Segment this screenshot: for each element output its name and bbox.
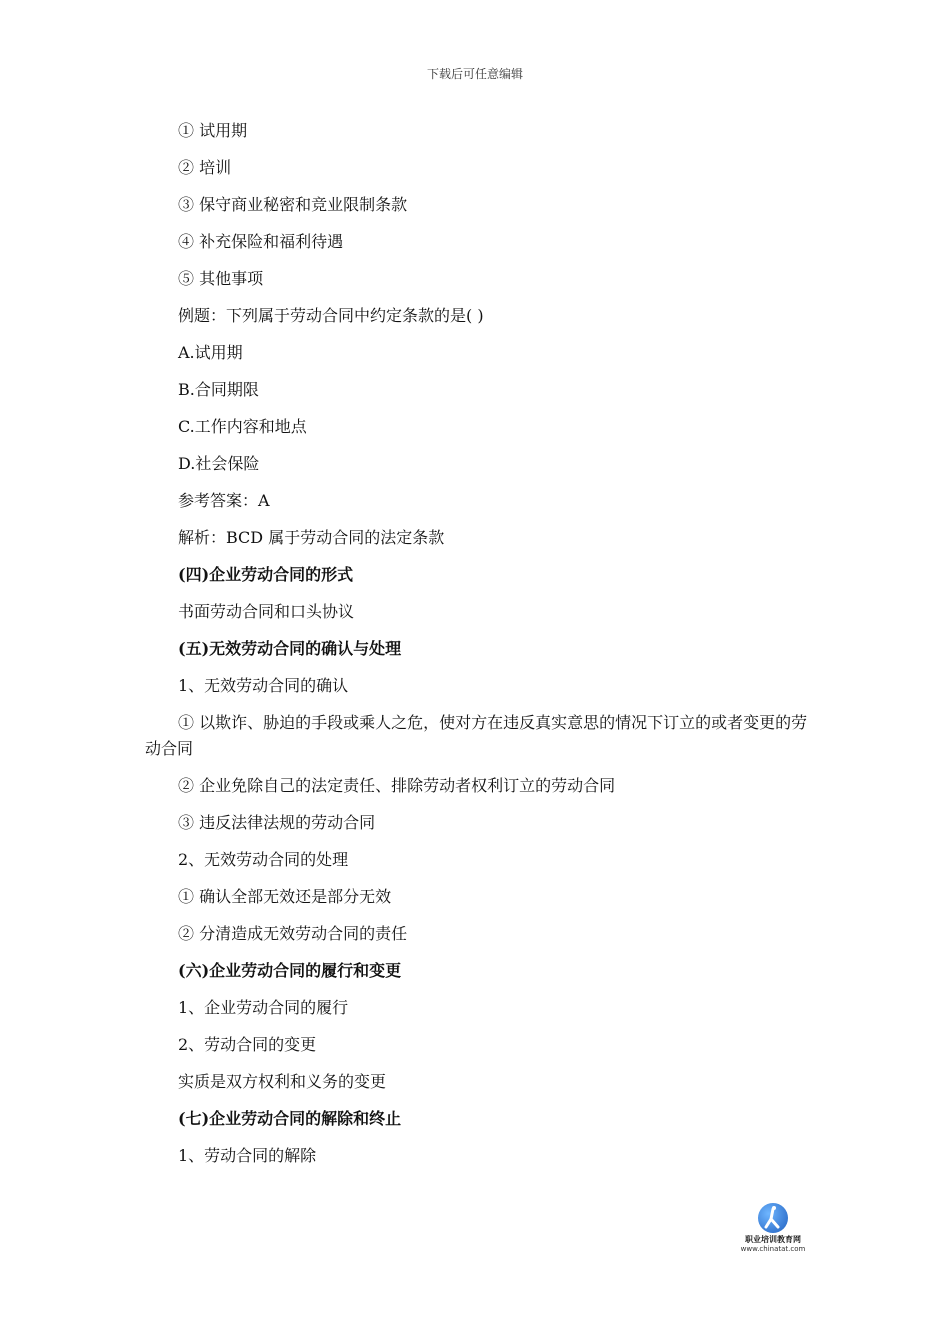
paragraph: ⑤ 其他事项 [178,269,264,288]
paragraph: D.社会保险 [178,454,260,473]
paragraph: 1、企业劳动合同的履行 [178,998,349,1017]
paragraph: 书面劳动合同和口头协议 [178,602,355,621]
site-logo [728,1203,818,1263]
paragraph: ③ 保守商业秘密和竞业限制条款 [178,195,408,214]
paragraph: 1、劳动合同的解除 [178,1146,317,1165]
person-logo-icon [758,1203,788,1233]
section-heading: (四)企业劳动合同的形式 [178,565,354,584]
page-header: 下载后可任意编辑 [426,67,523,81]
paragraph: ② 培训 [178,158,232,177]
paragraph: 1、无效劳动合同的确认 [178,676,349,695]
paragraph: B.合同期限 [178,380,259,399]
paragraph: ① 确认全部无效还是部分无效 [178,887,392,906]
document-body [145,118,810,1180]
paragraph: A.试用期 [178,343,243,362]
paragraph: 参考答案：A [178,491,270,510]
paragraph: C.工作内容和地点 [178,417,307,436]
paragraph: 2、劳动合同的变更 [178,1035,317,1054]
section-heading: (六)企业劳动合同的履行和变更 [178,961,402,980]
paragraph: ② 分清造成无效劳动合同的责任 [178,924,408,943]
paragraph: 实质是双方权利和义务的变更 [178,1072,387,1091]
paragraph: ② 企业免除自己的法定责任、排除劳动者权利订立的劳动合同 [178,776,616,795]
logo-url: www.chinatat.com [740,1245,806,1253]
paragraph: 解析：BCD 属于劳动合同的法定条款 [178,528,445,547]
paragraph: ④ 补充保险和福利待遇 [178,232,344,251]
section-heading: (五)无效劳动合同的确认与处理 [178,639,402,658]
paragraph: ③ 违反法律法规的劳动合同 [178,813,376,832]
paragraph: ① 试用期 [178,121,248,140]
logo-name: 职业培训教育网 [745,1235,801,1244]
paragraph: ① 以欺诈、胁迫的手段或乘人之危，使对方在违反真实意思的情况下订立的或者变更的劳动合同 [145,713,808,758]
paragraph: 例题：下列属于劳动合同中约定条款的是( ) [178,306,484,325]
paragraph: 2、无效劳动合同的处理 [178,850,349,869]
section-heading: (七)企业劳动合同的解除和终止 [178,1109,402,1128]
